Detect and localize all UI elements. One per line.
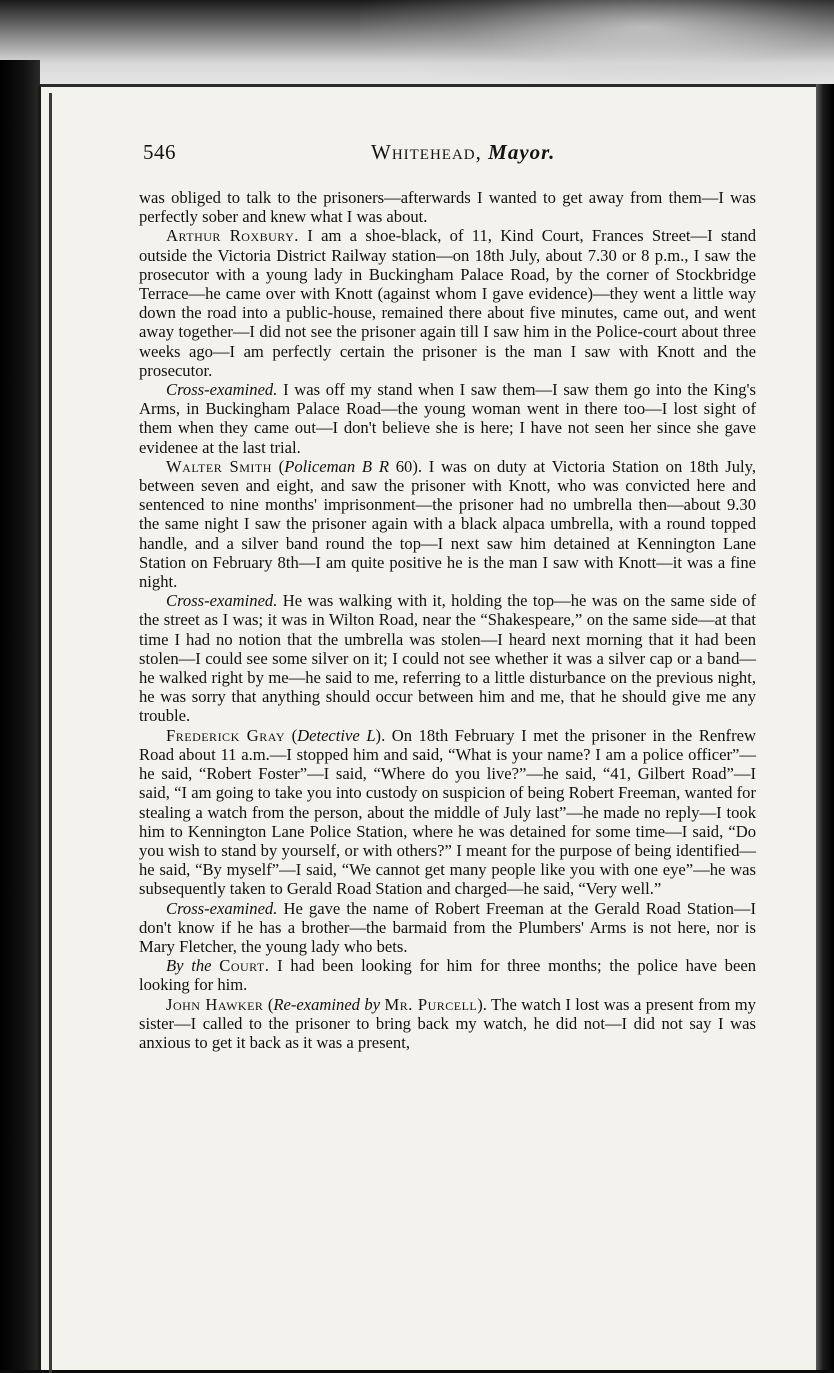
- paragraph-text: I was off my stand when I saw them—I saw them go into the King's Arms, in Buckingham Palace Road—the young woman went in there too—I lost sight of them when they came out—I don't believe she is here; I have not seen her since she gave evidenee at the last trial.: [139, 380, 756, 457]
- paragraph-text: He gave the name of Robert Freeman at the Gerald Road Station—I don't know if he has a brother—the barmaid from the Plumbers' Arms is not here, nor is Mary Fletcher, the young lady who bets.: [139, 898, 756, 956]
- paragraph-text: ). On 18th February I met the prisoner in the Renfrew Road about 11 a.m.—I stopped him and said, “What is your name? I am a police officer”—he said, “Robert Foster”—I said, “Where do you live?”—he said, “41, Gilbert Road”—I said, “I am going to take you into custody on suspicion of being Robert Freeman, wanted for stealing a watch from the person, about the middle of July last”—he made no reply—I took him to Kennington Lane Police Station, where he was detained for some time—I said, “Do you wish to stand by yourself, or with others?” I meant for the purpose of being identified—he said, “By myself”—I said, “We cannot get many people like you with one eye”—he was subsequently taken to Gerald Road Station and charged—he said, “Very well.”: [139, 725, 756, 899]
- scan-top-shadow: [0, 0, 834, 90]
- paragraph-text: I had been looking for him for three months; the police have been looking for him.: [139, 956, 756, 995]
- paragraph: [139, 591, 756, 725]
- speaker-name: Arthur Roxbury.: [166, 226, 299, 246]
- speaker-name: Frederick Gray: [166, 725, 286, 745]
- paragraph: [139, 457, 756, 591]
- paragraph: [139, 380, 756, 457]
- speaker-name: Court.: [219, 956, 270, 976]
- speaker-name: Walter Smith: [166, 456, 272, 476]
- paragraph-text: ). The watch I lost was a present from my sister—I called to the prisoner to bring back my watch, he did not—I did not say I was anxious to get it back as it was a present,: [139, 994, 756, 1052]
- paragraph-text: (: [285, 725, 298, 745]
- italic-text: By the: [166, 956, 212, 976]
- italic-text: Re-examined by: [273, 994, 381, 1014]
- paragraph-text: was obliged to talk to the prisoners—afterwards I wanted to get away from them—I was perfectly sober and knew what I was about.: [139, 188, 756, 227]
- paragraph-text: (: [263, 994, 274, 1014]
- running-title-name: Whitehead,: [371, 140, 482, 164]
- paragraph-text: He was walking with it, holding the top—he was on the same side of the street as I was; it was in Wilton Road, near the “Shakespeare,” on the same side—at that time I had no notion that the umbrella was stolen—I heard next morning that it had been stolen—I could see some silver on it; I could not see whether it was a silver cap or a band—he walked right by me—he said to me, referring to a little disturbance on the previous night, he was sorry that anything should occur between him and me, that he should give me any trouble.: [139, 591, 756, 726]
- running-title-office: Mayor.: [488, 140, 556, 164]
- italic-text: Cross-examined.: [166, 898, 278, 918]
- italic-text: Cross-examined.: [166, 380, 278, 400]
- paragraph: [139, 956, 756, 994]
- speaker-name: John Hawker: [166, 994, 264, 1014]
- page-number: 546: [143, 140, 176, 164]
- page-header: [143, 140, 763, 170]
- paragraph-text: I am a shoe-black, of 11, Kind Court, Frances Street—I stand outside the Victoria District Railway station—on 18th July, about 7.30 or 8 p.m., I saw the prosecutor with a young lady in Buckingham Palace Road, by the corner of Stockbridge Terrace—he came over with Knott (against whom I gave evidence)—they went a little way down the road into a public-house, remained there about five minutes, came out, and went away together—I did not see the prisoner again till I saw him in the Police-court about three weeks ago—I am perfectly certain the prisoner is the man I saw with Knott and the prosecutor.: [139, 226, 756, 380]
- paragraph: [139, 899, 756, 957]
- paragraph-text: 60). I was on duty at Victoria Station on 18th July, between seven and eight, and saw the prisoner with Knott, who was convicted here and sentenced to nine months' imprisonment—the prisoner had no umbrella then—about 9.30 the same night I saw the prisoner again with a black alpaca umbrella, with a round topped handle, and a silver band round the top—I next saw him detained at Kennington Lane Station on February 8th—I am quite positive he is the man I saw with Knott—it was a fine night.: [139, 456, 757, 592]
- speaker-name: Mr. Purcell: [384, 994, 478, 1014]
- paragraph: [139, 226, 756, 380]
- italic-text: Detective L: [297, 725, 376, 745]
- paragraph: [139, 726, 756, 899]
- paragraph-text: (: [271, 456, 285, 476]
- italic-text: Policeman B R: [284, 456, 389, 476]
- scan-speckle: [360, 0, 834, 90]
- paragraph: [139, 188, 756, 226]
- book-left-edge: [0, 60, 40, 1370]
- running-title: [371, 140, 555, 165]
- italic-text: Cross-examined.: [166, 591, 278, 611]
- body-text: [139, 188, 756, 1052]
- page-gutter-line: [49, 93, 52, 1373]
- book-right-edge: [816, 84, 834, 1370]
- paragraph: [139, 995, 756, 1053]
